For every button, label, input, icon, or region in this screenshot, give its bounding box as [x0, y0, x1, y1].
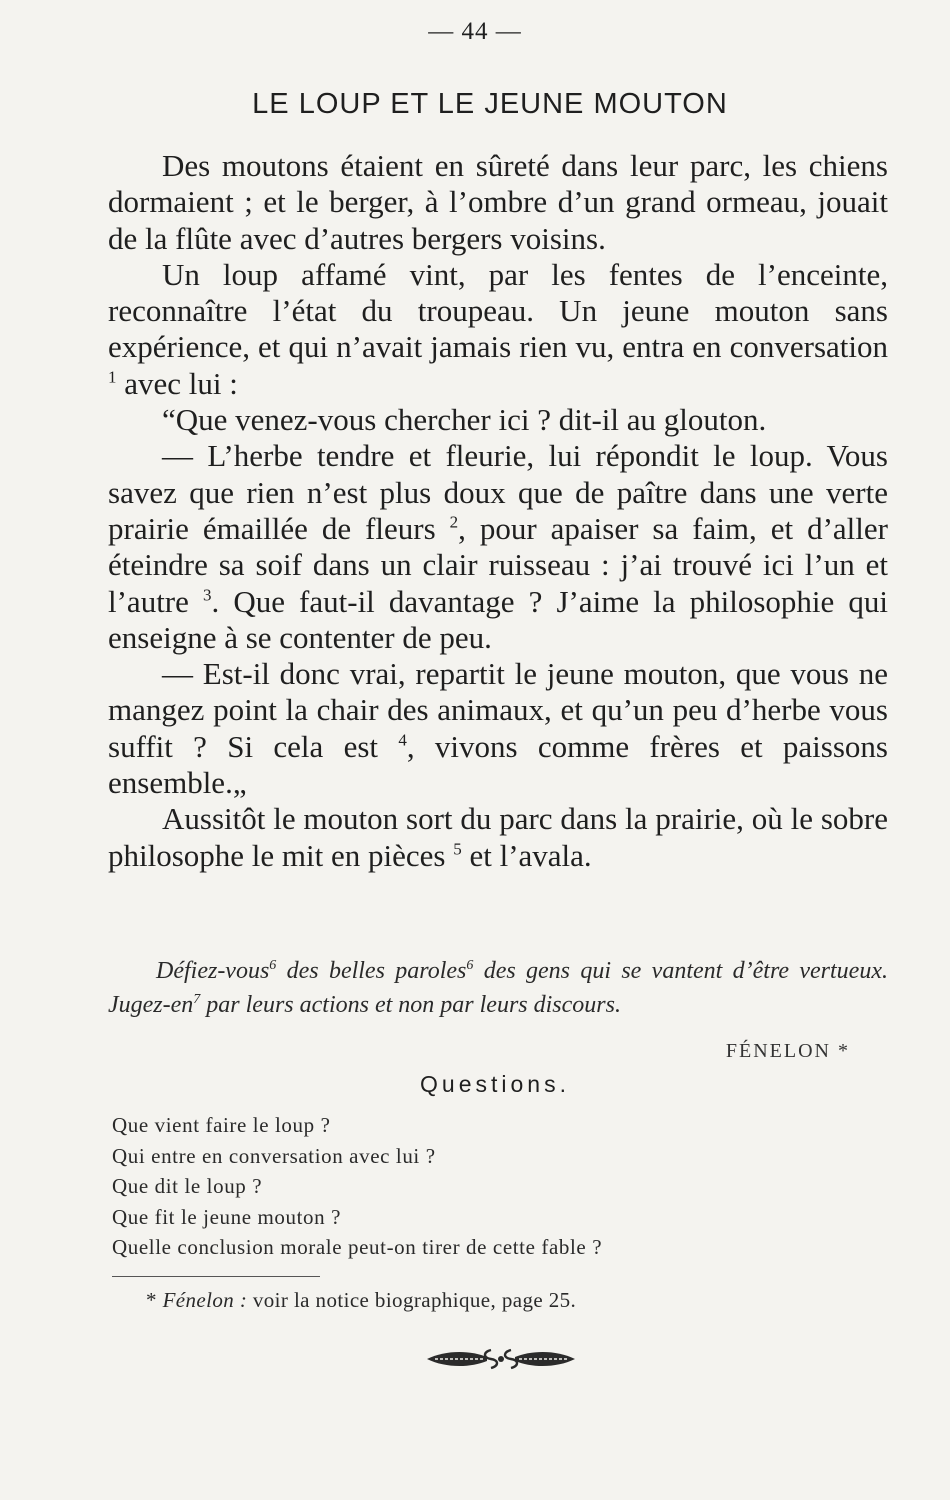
footnote-ref: 4 [398, 730, 407, 750]
footnote-divider [112, 1276, 320, 1277]
text-run: avec lui : [116, 365, 238, 401]
fable-title: LE LOUP ET LE JEUNE MOUTON [252, 88, 728, 120]
text-run: — L’herbe tendre et fleurie, lui répondit le loup. Vous savez que rien n’est plus doux que de paître dans une verte prairie émaillée de fleurs [108, 438, 888, 546]
text-run: Des moutons étaient en sûreté dans leur parc, les chiens dormaient ; et le berger, à l’ombre d’un grand ormeau, jouait de la flûte avec d’autres bergers voisins. [108, 148, 888, 256]
questions-heading: Questions. [420, 1071, 570, 1097]
paragraph [108, 257, 888, 402]
text-run: Aussitôt le mouton sort du parc dans la prairie, où le sobre philosophe le mit en pièces [108, 801, 888, 873]
footnote-ref: 6 [466, 958, 474, 973]
text-run: Défiez-vous [156, 958, 270, 984]
text-run: et l’avala. [461, 837, 592, 873]
footnote-ref: 6 [269, 958, 277, 973]
paragraph [108, 656, 888, 801]
footnote-text: voir la notice biographique, page 25. [252, 1288, 577, 1312]
question-item: Qui entre en conversation avec lui ? [112, 1143, 436, 1168]
footnote [146, 1288, 576, 1313]
paragraph [108, 402, 888, 438]
question-item: Que dit le loup ? [112, 1174, 263, 1198]
question-item: Que vient faire le loup ? [112, 1113, 331, 1137]
text-run: — Est-il donc vrai, repartit le jeune mouton, que vous ne mangez point la chair des animaux, et qu’un peu d’herbe vous suffit ? Si cela est [108, 656, 888, 764]
text-run: des gens qui se vantent d’être vertueux. Jugez-en [108, 958, 888, 1018]
decorative-ornament-icon [425, 1344, 577, 1374]
text-run: . Que faut-il davantage ? J’aime la philosophie qui enseigne à se contenter de peu. [108, 583, 889, 655]
paragraph [108, 148, 888, 257]
text-run: des belles paroles [276, 958, 467, 984]
footnote-name: Fénelon : [162, 1288, 248, 1312]
footnote-ref: 3 [202, 585, 212, 605]
question-item: Que fit le jeune mouton ? [112, 1204, 342, 1229]
text-run: “Que venez-vous chercher ici ? dit-il au glouton. [162, 402, 767, 438]
footnote-ref: 1 [108, 367, 117, 387]
fable-text [108, 148, 888, 874]
text-run: par leurs actions et non par leurs discours. [200, 992, 621, 1018]
text-run: , vivons comme frères et paissons ensemble.„ [108, 728, 888, 801]
paragraph [108, 438, 888, 656]
question-item: Quelle conclusion morale peut-on tirer de cette fable ? [112, 1235, 603, 1259]
footnote-ref: 7 [193, 992, 201, 1007]
footnote-ref: 5 [453, 839, 462, 859]
text-run: Un loup affamé vint, par les fentes de l’enceinte, reconnaître l’état du troupeau. Un jeune mouton sans expérience, et qui n’avait jamais rien vu, entra en conversation [108, 256, 888, 365]
page-number: — 44 — [428, 18, 522, 45]
questions-list [112, 1110, 872, 1263]
text-run: , pour apaiser sa faim, et d’aller éteindre sa soif dans un clair ruisseau : j’ai trouvé ici l’un et l’autre [108, 510, 888, 619]
author-signature: FÉNELON * [725, 1040, 850, 1062]
footnote-marker: * [146, 1288, 157, 1312]
paragraph [108, 801, 888, 874]
moral-lesson [108, 954, 888, 1022]
footnote-ref: 2 [449, 512, 459, 532]
